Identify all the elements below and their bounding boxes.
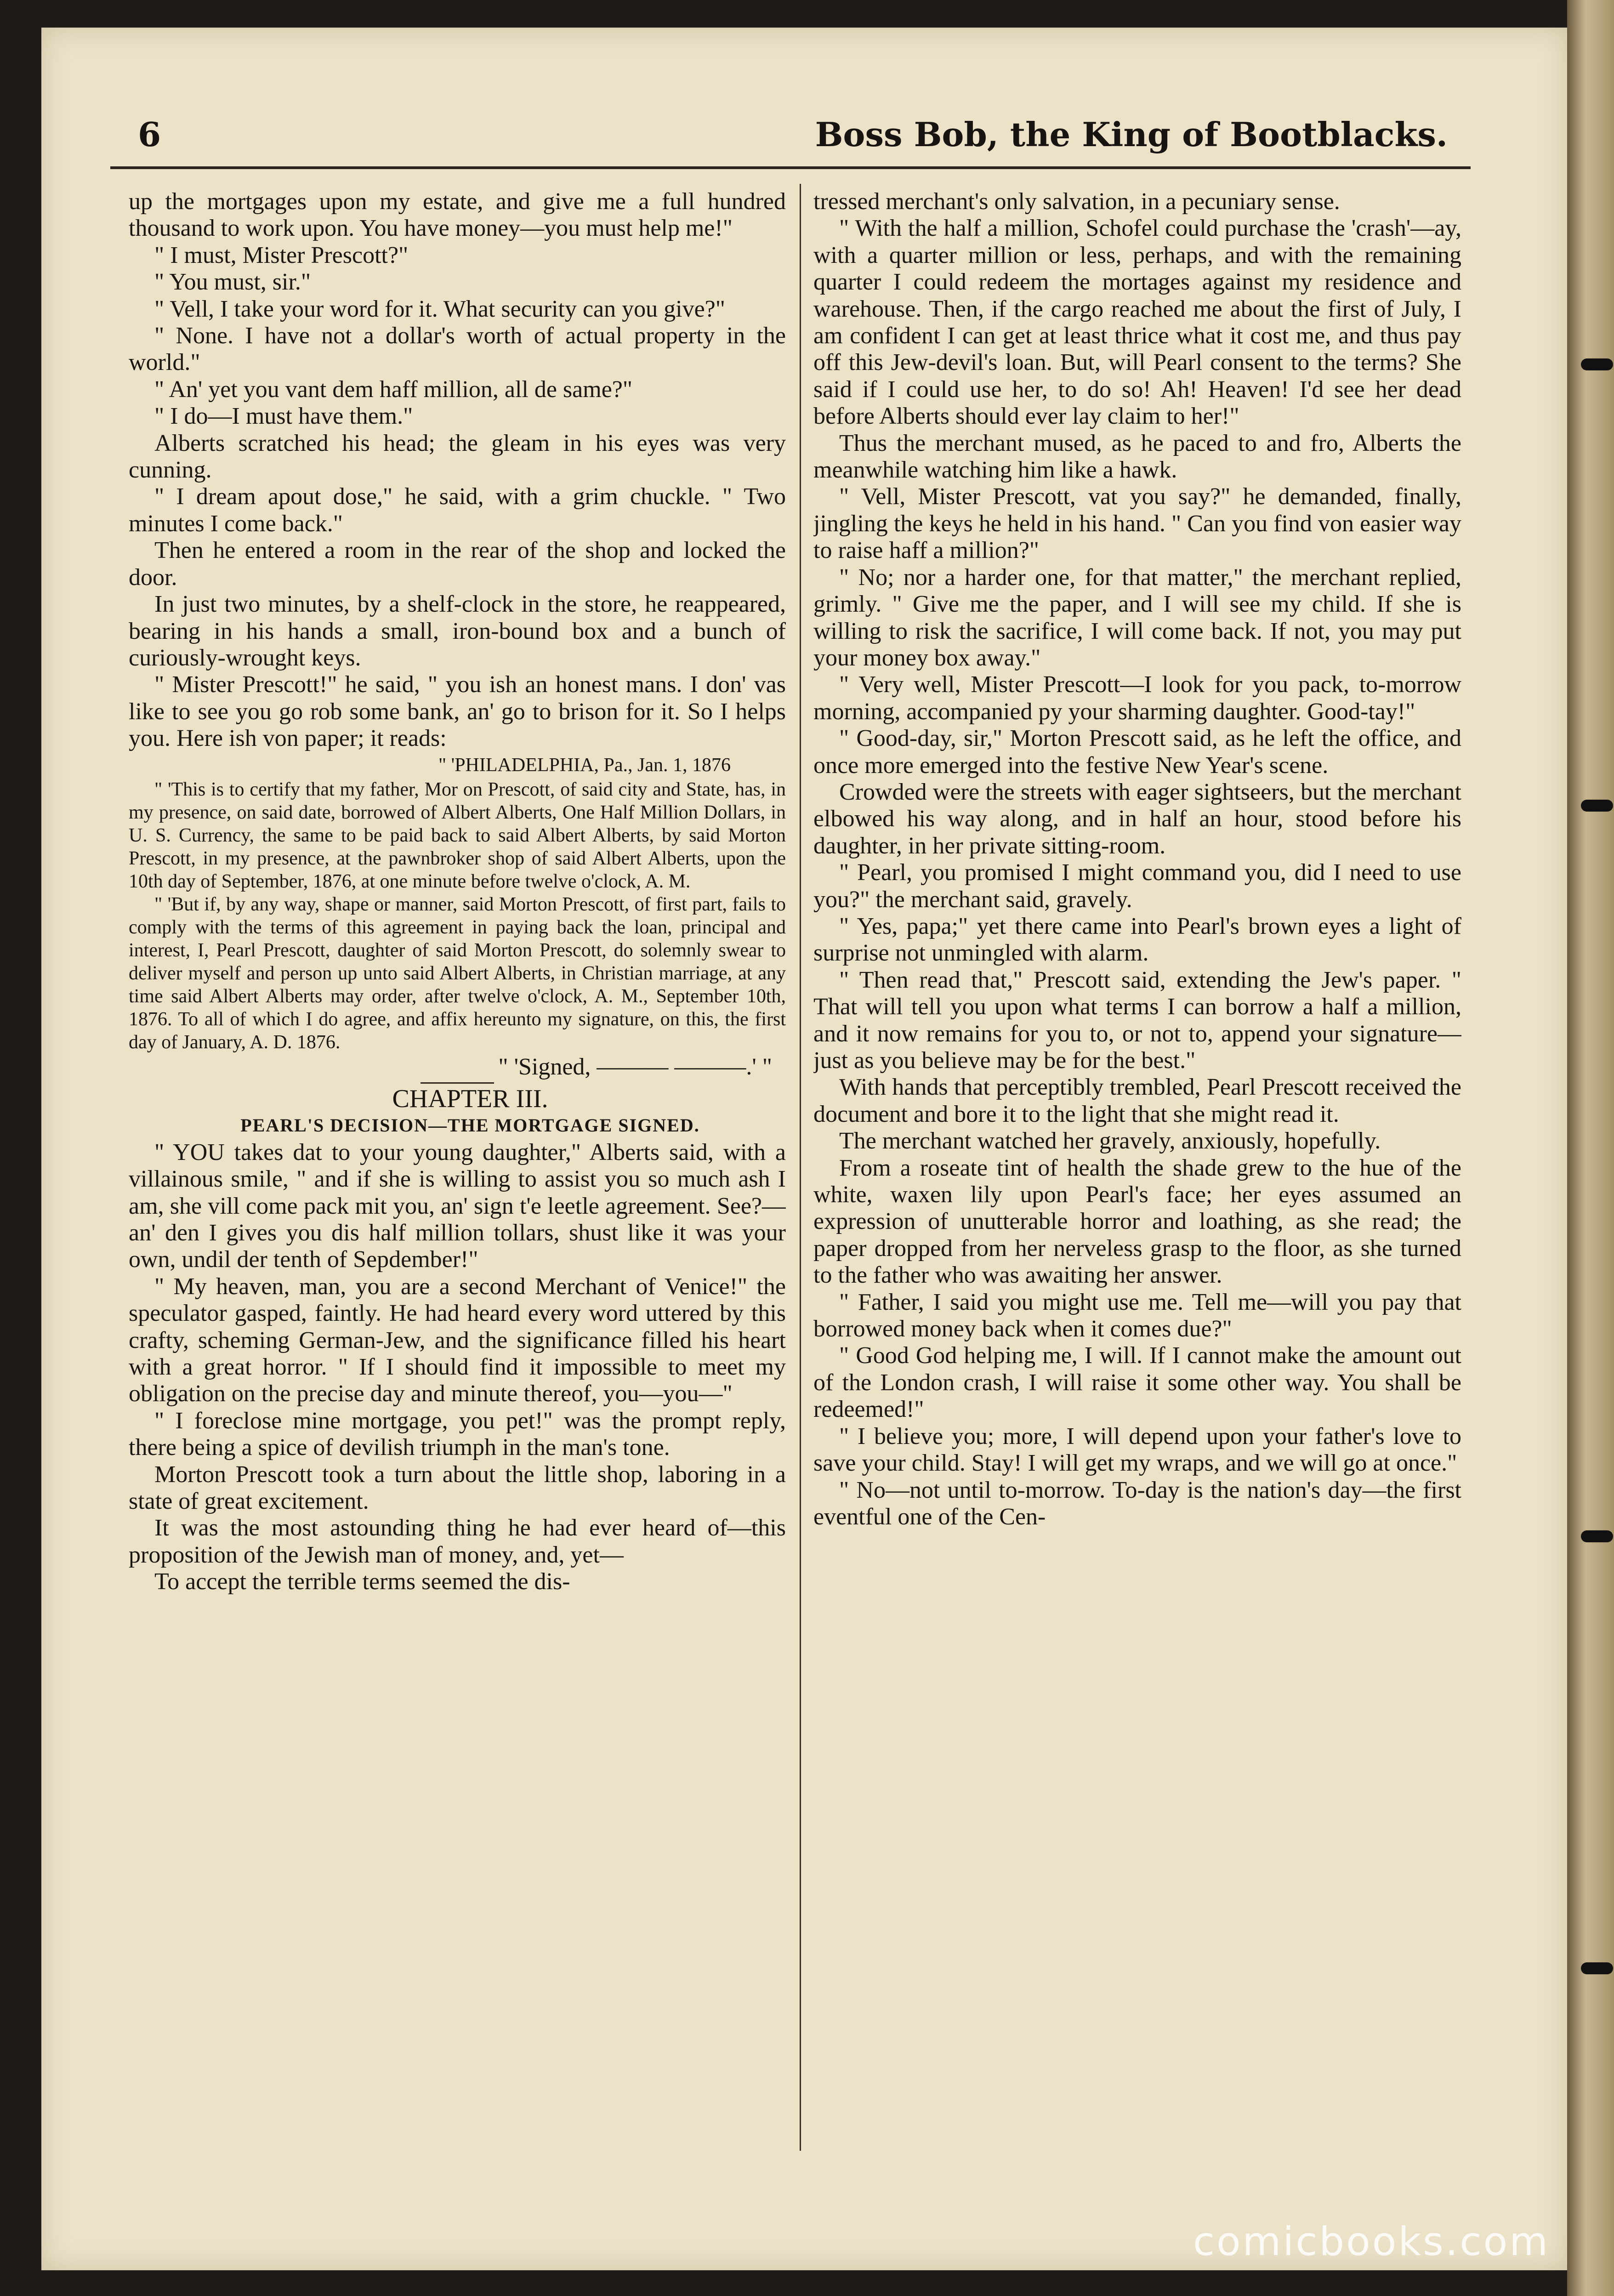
paragraph: " My heaven, man, you are a second Merchant of Venice!" the speculator gasped, faintly. He had heard every word uttered by this crafty, scheming German-Jew, and the significance filled his heart with a great horror. " If I should find it impossible to meet my obligation on the precise day and minute thereof, you—you—": [129, 1273, 786, 1407]
paragraph: " An' yet you vant dem haff million, all de same?": [154, 376, 633, 403]
header-rule: [110, 166, 1471, 169]
paragraph: " Pearl, you promised I might command you, did I need to use you?" the merchant said, gravely.: [813, 859, 1461, 913]
paragraph: " I believe you; more, I will depend upon your father's love to save your child. Stay! I will get my wraps, and we will go at once.": [813, 1423, 1461, 1477]
document-text: " 'This is to certify that my father, Mor on Prescott, of said city and State, has, in my presence, on said date, borrowed of Albert Alberts, One Half Million Dollars, in U. S. Currency, the same to be paid back to said Albert Alberts, by said Morton Prescott, in my presence, at the pawnbroker shop of said Albert Alberts, upon the 10th day of September, 1876, at one minute before twelve o'clock, A. M.: [129, 779, 786, 892]
paragraph: Morton Prescott took a turn about the little shop, laboring in a state of great excitement.: [129, 1461, 786, 1515]
chapter-subtitle: PEARL'S DECISION—THE MORTGAGE SIGNED.: [240, 1115, 700, 1136]
paragraph: " Mister Prescott!" he said, " you ish an honest mans. I don' vas like to see you go rob some bank, an' go to brison for it. So I helps you. Here ish von paper; it reads:: [129, 671, 786, 752]
paragraph: In just two minutes, by a shelf-clock in the store, he reappeared, bearing in his hands a small, iron-bound box and a bunch of curiously-wrought keys.: [129, 591, 786, 671]
paragraph: Alberts scratched his head; the gleam in his eyes was very cunning.: [129, 430, 786, 483]
left-column: [129, 188, 786, 2169]
binding-stitch: [1581, 358, 1613, 370]
paragraph: " Yes, papa;" yet there came into Pearl's brown eyes a light of surprise not unmingled with alarm.: [813, 913, 1461, 966]
site-watermark: comicbooks.com: [1193, 2219, 1550, 2265]
paragraph: " Very well, Mister Prescott—I look for you pack, to-morrow morning, accompanied py your sharming daughter. Good-tay!": [813, 671, 1461, 725]
paragraph: " With the half a million, Schofel could purchase the 'crash'—ay, with a quarter million or less, perhaps, and with the remaining quarter I could redeem the mortages against my residence and warehouse. Then, if the cargo reached me about the first of July, I am confident I can get at least thrice what it cost me, and thus pay off this Jew-devil's loan. But, will Pearl consent to the terms? She said if I could use her, to do so! Ah! Heaven! I'd see her dead before Alberts should ever lay claim to her!": [813, 215, 1461, 430]
column-divider: [800, 184, 801, 2151]
paragraph: " I do—I must have them.": [154, 403, 413, 430]
document-text: " 'But if, by any way, shape or manner, said Morton Prescott, of first part, fails to comply with the terms of this agreement in paying back the loan, principal and interest, I, Pearl Prescott, daughter of said Morton Prescott, do solemnly swear to deliver myself and person up unto said Albert Alberts, in Christian marriage, at any time said Albert Alberts may order, after twelve o'clock, A. M., September 10th, 1876. To all of which I do agree, and affix hereunto my signature, on this, the first day of January, A. D. 1876.: [129, 893, 786, 1053]
paragraph: " Father, I said you might use me. Tell me—will you pay that borrowed money back when it comes due?": [813, 1289, 1461, 1342]
page-number: 6: [138, 115, 161, 154]
paragraph: " No; nor a harder one, for that matter," the merchant replied, grimly. " Give me the paper, and I will see my child. If she is willing to risk the sacrifice, I will come back. If not, you may put your money box away.": [813, 564, 1461, 671]
document-dateline: " 'PHILADELPHIA, Pa., Jan. 1, 1876: [438, 754, 731, 776]
document-signature: " 'Signed, ——— ———.' ": [498, 1053, 772, 1080]
paragraph: " I dream apout dose," he said, with a grim chuckle. " Two minutes I come back.": [129, 483, 786, 537]
running-title: Boss Bob, the King of Bootblacks.: [815, 115, 1448, 154]
paragraph: Crowded were the streets with eager sightseers, but the merchant elbowed his way along, and in half an hour, stood before his daughter, in her private sitting-room.: [813, 779, 1461, 859]
paragraph: tressed merchant's only salvation, in a pecuniary sense.: [813, 188, 1340, 215]
paragraph: From a roseate tint of health the shade grew to the hue of the white, waxen lily upon Pearl's face; her eyes assumed an expression of unutterable horror and loathing, as she read; the paper dropped from her nerveless grasp to the floor, as she turned to the father who was awaiting her answer.: [813, 1154, 1461, 1289]
chapter-rule: [421, 1082, 494, 1084]
right-column: [813, 188, 1461, 2169]
paragraph: To accept the terrible terms seemed the dis-: [154, 1569, 570, 1595]
chapter-title: CHAPTER III.: [392, 1084, 548, 1113]
binding-gutter: [1567, 0, 1614, 2296]
paragraph: " I must, Mister Prescott?": [154, 242, 409, 268]
binding-stitch: [1581, 800, 1613, 812]
binding-stitch: [1581, 1962, 1613, 1974]
paragraph: " Vell, I take your word for it. What security can you give?": [154, 296, 725, 322]
paragraph: " Then read that," Prescott said, extending the Jew's paper. " That will tell you upon what terms I can borrow a half a million, and it now remains for you to, or not to, append your signature—just as you believe may be for the best.": [813, 966, 1461, 1074]
paragraph: It was the most astounding thing he had ever heard of—this proposition of the Jewish man of money, and, yet—: [129, 1515, 786, 1568]
paragraph: " Good God helping me, I will. If I cannot make the amount out of the London crash, I will raise it some other way. You shall be redeemed!": [813, 1342, 1461, 1423]
paragraph: With hands that perceptibly trembled, Pearl Prescott received the document and bore it to the light that she might read it.: [813, 1074, 1461, 1127]
paragraph: The merchant watched her gravely, anxiously, hopefully.: [839, 1128, 1381, 1154]
paragraph: " None. I have not a dollar's worth of actual property in the world.": [129, 323, 786, 376]
paragraph: up the mortgages upon my estate, and give me a full hundred thousand to work upon. You have money—you must help me!": [129, 188, 786, 242]
binding-stitch: [1581, 1530, 1613, 1542]
paragraph: " YOU takes dat to your young daughter," Alberts said, with a villainous smile, " and if she is willing to assist you so much ash I am, she vill come pack mit you, an' sign t'e leetle agreement. See?—an' den I gives you dis half million tollars, shust like it was your own, undil der tenth of Sepdember!": [129, 1139, 786, 1273]
paragraph: " You must, sir.": [154, 269, 311, 296]
paragraph: " No—not until to-morrow. To-day is the nation's day—the first eventful one of the Cen-: [813, 1477, 1461, 1530]
page-header: [106, 106, 1466, 156]
paragraph: " Good-day, sir," Morton Prescott said, as he left the office, and once more emerged into the festive New Year's scene.: [813, 725, 1461, 779]
paragraph: Then he entered a room in the rear of the shop and locked the door.: [129, 537, 786, 591]
paragraph: " I foreclose mine mortgage, you pet!" was the prompt reply, there being a spice of devilish triumph in the man's tone.: [129, 1407, 786, 1461]
paragraph: Thus the merchant mused, as he paced to and fro, Alberts the meanwhile watching him like a hawk.: [813, 430, 1461, 483]
paragraph: " Vell, Mister Prescott, vat you say?" he demanded, finally, jingling the keys he held in his hand. " Can you find von easier way to raise haff a million?": [813, 483, 1461, 564]
